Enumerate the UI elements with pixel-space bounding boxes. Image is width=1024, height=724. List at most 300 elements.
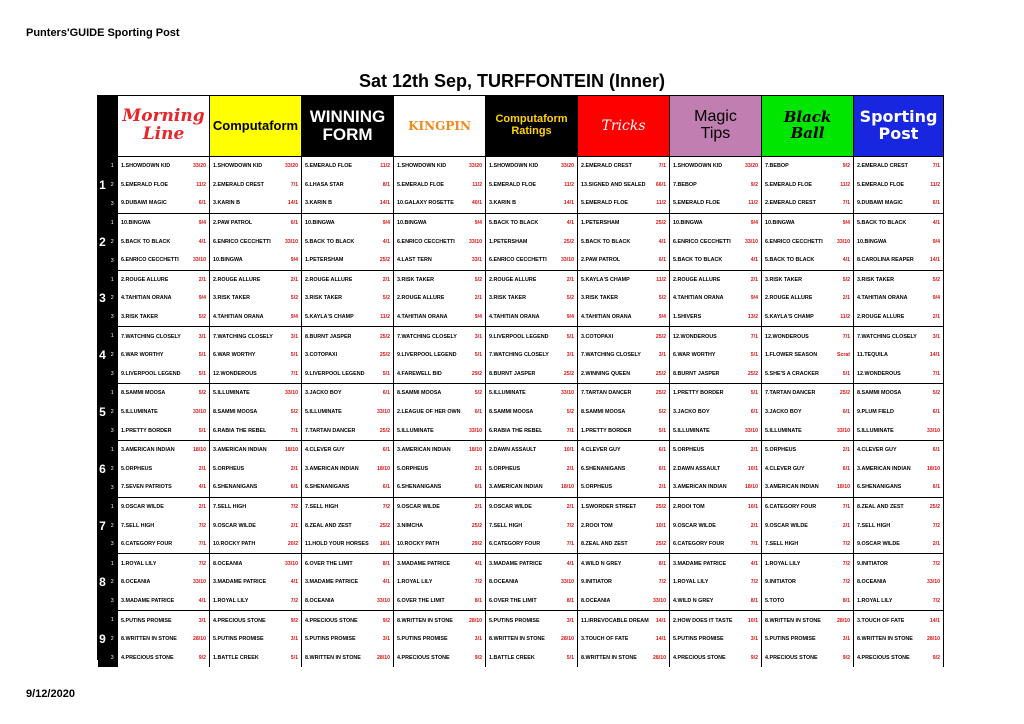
pick-position: 3 <box>108 251 118 270</box>
tip-row <box>98 327 944 346</box>
odds: 7/2 <box>932 560 940 567</box>
tip-cell <box>118 365 210 384</box>
horse-name: 9.OSCAR WILDE <box>857 541 900 548</box>
odds: 11/2 <box>380 314 390 321</box>
column-header-line1: KINGPIN <box>408 118 471 133</box>
tip-cell <box>302 251 394 270</box>
race-number: 5 <box>98 384 108 441</box>
odds: 33/10 <box>561 579 574 586</box>
horse-name: 9.OSCAR WILDE <box>673 522 716 529</box>
pick-position: 3 <box>108 194 118 213</box>
tip-cell <box>302 440 394 459</box>
pick-position: 1 <box>108 270 118 289</box>
tip-cell <box>670 648 762 667</box>
tip-cell <box>578 346 670 365</box>
odds: 4/1 <box>474 560 482 567</box>
horse-name: 4.PRECIOUS STONE <box>673 654 726 661</box>
horse-name: 1.ROYAL LILY <box>397 579 433 586</box>
odds: 9/4 <box>750 295 758 302</box>
tip-cell <box>486 232 578 251</box>
horse-name: 5.ORPHEUS <box>489 465 521 472</box>
tip-cell <box>210 648 302 667</box>
horse-name: 5.ILLUMINATE <box>857 427 894 434</box>
tip-cell <box>118 403 210 422</box>
odds: 11/2 <box>840 181 850 188</box>
tip-cell <box>118 194 210 213</box>
tip-cell <box>578 403 670 422</box>
odds: 33/20 <box>193 163 206 170</box>
horse-name: 8.WRITTEN IN STONE <box>581 654 637 661</box>
odds: 9/2 <box>474 654 482 661</box>
horse-name: 6.ENRICO CECCHETTI <box>765 238 823 245</box>
odds: 7/1 <box>842 200 850 207</box>
race-number: 6 <box>98 440 108 497</box>
horse-name: 10.BINGWA <box>857 238 887 245</box>
tip-cell <box>670 460 762 479</box>
horse-name: 3.COTOPAXI <box>305 352 338 359</box>
tip-cell <box>486 157 578 176</box>
horse-name: 6.CATEGORY FOUR <box>765 503 817 510</box>
tip-cell <box>854 403 944 422</box>
horse-name: 7.WATCHING CLOSELY <box>581 352 641 359</box>
odds: 6/1 <box>932 484 940 491</box>
odds: 9/4 <box>750 220 758 227</box>
horse-name: 1.SHOWDOWN KID <box>121 163 171 170</box>
odds: 4/1 <box>198 238 206 245</box>
tip-cell <box>394 289 486 308</box>
tip-cell <box>762 194 854 213</box>
tip-cell <box>486 194 578 213</box>
odds: 3/1 <box>474 636 482 643</box>
tip-cell <box>210 497 302 516</box>
horse-name: 9.LIVERPOOL LEGEND <box>121 370 181 377</box>
horse-name: 10.ROCKY PATH <box>397 541 440 548</box>
tip-cell <box>394 308 486 327</box>
horse-name: 2.ROUGE ALLURE <box>673 276 721 283</box>
tip-cell <box>302 516 394 535</box>
tip-cell <box>210 194 302 213</box>
tip-row <box>98 478 944 497</box>
tip-cell <box>486 403 578 422</box>
column-header <box>302 96 394 157</box>
horse-name: 4.CLEVER GUY <box>305 447 345 454</box>
tip-cell <box>486 592 578 611</box>
tip-row <box>98 213 944 232</box>
horse-name: 13.SIGNED AND SEALED <box>581 181 646 188</box>
tip-cell <box>210 630 302 649</box>
horse-name: 6.ENRICO CECCHETTI <box>397 238 455 245</box>
horse-name: 9.OSCAR WILDE <box>121 503 164 510</box>
odds: 8/1 <box>750 597 758 604</box>
column-header-line2: Ratings <box>511 125 552 137</box>
horse-name: 3.MADAME PATRICE <box>305 579 359 586</box>
odds: 5/2 <box>382 295 390 302</box>
odds: 9/2 <box>290 617 298 624</box>
horse-name: 5.ILLUMINATE <box>397 427 434 434</box>
horse-name: 2.ROUGE ALLURE <box>765 295 813 302</box>
tip-cell <box>762 648 854 667</box>
horse-name: 7.TARTAN DANCER <box>305 427 356 434</box>
tip-row <box>98 308 944 327</box>
odds: 3/1 <box>566 617 574 624</box>
horse-name: 5.EMERALD FLOE <box>673 200 721 207</box>
tip-cell <box>670 270 762 289</box>
odds: 2/1 <box>658 484 666 491</box>
tip-cell <box>670 403 762 422</box>
odds: 28/10 <box>653 654 666 661</box>
tip-cell <box>302 194 394 213</box>
tip-cell <box>394 157 486 176</box>
tip-cell <box>302 648 394 667</box>
column-header <box>578 96 670 157</box>
horse-name: 6.SHENANIGANS <box>397 484 442 491</box>
odds: 25/2 <box>379 333 390 340</box>
tip-cell <box>394 440 486 459</box>
odds: 5/1 <box>290 352 298 359</box>
tip-cell <box>670 478 762 497</box>
tip-cell <box>670 554 762 573</box>
tip-row <box>98 497 944 516</box>
tip-cell <box>854 421 944 440</box>
tip-cell <box>118 384 210 403</box>
odds: 9/4 <box>932 238 940 245</box>
tip-cell <box>578 630 670 649</box>
horse-name: 6.ENRICO CECCHETTI <box>121 257 179 264</box>
horse-name: 3.KARIN B <box>305 200 332 207</box>
odds: 10/1 <box>747 617 758 624</box>
horse-name: 8.CAROLINA REAPER <box>857 257 914 264</box>
horse-name: 6.SHENANIGANS <box>213 484 258 491</box>
horse-name: 3.TOUCH OF FATE <box>857 617 905 624</box>
horse-name: 1.ROYAL LILY <box>121 560 157 567</box>
tip-row <box>98 516 944 535</box>
tip-cell <box>762 478 854 497</box>
tip-cell <box>394 270 486 289</box>
odds: 6/1 <box>932 409 940 416</box>
tip-cell <box>854 592 944 611</box>
odds: 8/1 <box>382 560 390 567</box>
horse-name: 2.ROOI TOM <box>673 503 705 510</box>
odds: 25/2 <box>379 522 390 529</box>
horse-name: 7.SELL HIGH <box>121 522 155 529</box>
pick-position: 1 <box>108 611 118 630</box>
horse-name: 4.PRECIOUS STONE <box>305 617 358 624</box>
pick-position: 3 <box>108 592 118 611</box>
horse-name: 5.ILLUMINATE <box>673 427 710 434</box>
horse-name: 12.WONDEROUS <box>765 333 809 340</box>
odds: 2/1 <box>842 447 850 454</box>
odds: 5/2 <box>842 276 850 283</box>
horse-name: 5.BACK TO BLACK <box>765 257 815 264</box>
tip-row <box>98 630 944 649</box>
tip-cell <box>486 611 578 630</box>
horse-name: 4.PRECIOUS STONE <box>857 654 910 661</box>
odds: 7/1 <box>290 181 298 188</box>
tip-cell <box>210 365 302 384</box>
horse-name: 6.CATEGORY FOUR <box>489 541 541 548</box>
odds: 25/2 <box>563 370 574 377</box>
tip-row <box>98 460 944 479</box>
horse-name: 2.PAW PATROL <box>581 257 621 264</box>
horse-name: 5.TOTO <box>765 597 785 604</box>
horse-name: 6.CATEGORY FOUR <box>121 541 173 548</box>
tip-row <box>98 232 944 251</box>
horse-name: 2.DAWN ASSAULT <box>489 447 537 454</box>
odds: 33/10 <box>927 579 940 586</box>
horse-name: 5.PUTINS PROMISE <box>213 636 264 643</box>
horse-name: 5.BACK TO BLACK <box>121 238 171 245</box>
odds: 6/1 <box>658 447 666 454</box>
horse-name: 8.BURNT JASPER <box>305 333 352 340</box>
tip-cell <box>118 630 210 649</box>
tip-row <box>98 648 944 667</box>
odds: 28/10 <box>469 617 482 624</box>
horse-name: 5.KAYLA'S CHAMP <box>581 276 630 283</box>
tip-cell <box>578 497 670 516</box>
odds: 4/1 <box>750 257 758 264</box>
race-number: 9 <box>98 611 108 667</box>
odds: 2/1 <box>474 295 482 302</box>
tip-cell <box>762 611 854 630</box>
odds: 5/2 <box>932 390 940 397</box>
odds: 9/2 <box>842 163 850 170</box>
tip-cell <box>394 346 486 365</box>
tip-row <box>98 157 944 176</box>
tip-cell <box>670 421 762 440</box>
horse-name: 1.PRETTY BORDER <box>581 427 632 434</box>
tip-cell <box>486 497 578 516</box>
odds: 5/2 <box>198 314 206 321</box>
horse-name: 9.OSCAR WILDE <box>213 522 256 529</box>
tip-cell <box>394 554 486 573</box>
tip-cell <box>578 232 670 251</box>
tip-cell <box>578 421 670 440</box>
horse-name: 9.OSCAR WILDE <box>489 503 532 510</box>
odds: 8/1 <box>382 181 390 188</box>
odds: 25/2 <box>655 333 666 340</box>
tip-cell <box>854 384 944 403</box>
odds: 25/2 <box>655 541 666 548</box>
odds: 4/1 <box>932 220 940 227</box>
odds: 33/10 <box>193 409 206 416</box>
odds: 28/10 <box>561 636 574 643</box>
odds: 2/1 <box>290 465 298 472</box>
horse-name: 5.ORPHEUS <box>397 465 429 472</box>
tips-table <box>97 95 944 667</box>
tip-cell <box>302 611 394 630</box>
tip-cell <box>854 497 944 516</box>
odds: 9/2 <box>842 654 850 661</box>
odds: 20/2 <box>287 541 298 548</box>
odds: 4/1 <box>290 579 298 586</box>
tip-cell <box>210 384 302 403</box>
odds: 7/1 <box>198 541 206 548</box>
odds: 5/1 <box>842 370 850 377</box>
odds: 6/1 <box>842 465 850 472</box>
horse-name: 5.EMERALD FLOE <box>489 181 537 188</box>
tip-cell <box>578 194 670 213</box>
tip-cell <box>394 535 486 554</box>
horse-name: 6.ENRICO CECCHETTI <box>489 257 547 264</box>
tip-cell <box>394 630 486 649</box>
horse-name: 11.TEQUILA <box>857 352 888 359</box>
odds: 6/1 <box>382 484 390 491</box>
odds: 4/1 <box>566 220 574 227</box>
odds: 33/10 <box>837 238 850 245</box>
tip-cell <box>486 554 578 573</box>
horse-name: 8.WRITTEN IN STONE <box>121 636 177 643</box>
horse-name: 7.SELL HIGH <box>213 503 247 510</box>
odds: 3/1 <box>932 333 940 340</box>
horse-name: 5.PUTINS PROMISE <box>121 617 172 624</box>
horse-name: 3.AMERICAN INDIAN <box>765 484 819 491</box>
odds: 2/1 <box>290 276 298 283</box>
horse-name: 5.SHE'S A CRACKER <box>765 370 819 377</box>
odds: 7/1 <box>842 503 850 510</box>
column-header-line1: Computaform <box>212 118 299 134</box>
odds: 5/1 <box>474 352 482 359</box>
horse-name: 7.WATCHING CLOSELY <box>857 333 917 340</box>
odds: 33/20 <box>745 163 758 170</box>
pick-position: 3 <box>108 421 118 440</box>
horse-name: 8.SAMMI MOOSA <box>213 409 258 416</box>
odds: 3/1 <box>658 352 666 359</box>
tip-cell <box>118 460 210 479</box>
page-title: Sat 12th Sep, TURFFONTEIN (Inner) <box>358 71 666 91</box>
tip-cell <box>302 535 394 554</box>
odds: 2/1 <box>198 276 206 283</box>
tip-cell <box>762 251 854 270</box>
horse-name: 2.ROOI TOM <box>581 522 613 529</box>
odds: 9/4 <box>566 314 574 321</box>
odds: 7/2 <box>932 522 940 529</box>
odds: 4/1 <box>566 560 574 567</box>
tip-cell <box>486 251 578 270</box>
tip-cell <box>210 403 302 422</box>
odds: 2/1 <box>290 522 298 529</box>
pick-position: 3 <box>108 478 118 497</box>
horse-name: 7.TARTAN DANCER <box>765 390 816 397</box>
horse-name: 3.TOUCH OF FATE <box>581 636 629 643</box>
odds: 14/1 <box>563 200 574 207</box>
tip-cell <box>670 384 762 403</box>
tip-cell <box>486 440 578 459</box>
horse-name: 12.WONDEROUS <box>213 370 257 377</box>
odds: 7/2 <box>474 579 482 586</box>
horse-name: 3.AMERICAN INDIAN <box>121 447 175 454</box>
horse-name: 6.OVER THE LIMIT <box>489 597 537 604</box>
horse-name: 8.SAMMI MOOSA <box>489 409 534 416</box>
pick-position: 3 <box>108 365 118 384</box>
tip-cell <box>854 213 944 232</box>
tip-cell <box>762 554 854 573</box>
tip-cell <box>302 630 394 649</box>
tip-cell <box>670 497 762 516</box>
horse-name: 6.WAR WORTHY <box>121 352 164 359</box>
tip-cell <box>854 289 944 308</box>
horse-name: 5.ORPHEUS <box>121 465 153 472</box>
column-header <box>210 96 302 157</box>
tip-cell <box>854 194 944 213</box>
horse-name: 3.RISK TAKER <box>489 295 527 302</box>
horse-name: 3.AMERICAN INDIAN <box>857 465 911 472</box>
tip-cell <box>394 327 486 346</box>
odds: 33/1 <box>471 257 482 264</box>
odds: 2/1 <box>750 522 758 529</box>
tip-cell <box>394 611 486 630</box>
pick-position: 1 <box>108 384 118 403</box>
tip-row <box>98 403 944 422</box>
horse-name: 7.SEVEN PATRIOTS <box>121 484 172 491</box>
odds: 33/10 <box>927 427 940 434</box>
horse-name: 8.WRITTEN IN STONE <box>857 636 913 643</box>
odds: 25/2 <box>379 427 390 434</box>
tip-cell <box>578 384 670 403</box>
odds: 6/1 <box>932 200 940 207</box>
odds: 6/1 <box>198 200 206 207</box>
horse-name: 9.INITIATOR <box>765 579 796 586</box>
tip-cell <box>854 648 944 667</box>
pick-position: 2 <box>108 346 118 365</box>
column-header-line2: Tips <box>700 125 731 142</box>
odds: 9/2 <box>198 654 206 661</box>
tip-cell <box>302 213 394 232</box>
odds: 5/1 <box>290 654 298 661</box>
tip-cell <box>670 251 762 270</box>
tip-cell <box>578 440 670 459</box>
race-number: 2 <box>98 213 108 270</box>
odds: 14/1 <box>929 617 940 624</box>
tip-cell <box>302 478 394 497</box>
odds: 2/1 <box>382 276 390 283</box>
tip-cell <box>854 440 944 459</box>
odds: 14/1 <box>655 636 666 643</box>
horse-name: 3.AMERICAN INDIAN <box>489 484 543 491</box>
odds: 25/2 <box>563 238 574 245</box>
tip-cell <box>394 497 486 516</box>
tip-cell <box>302 497 394 516</box>
horse-name: 10.BINGWA <box>765 220 795 227</box>
odds: 5/2 <box>658 295 666 302</box>
tip-cell <box>762 440 854 459</box>
odds: 33/20 <box>469 163 482 170</box>
tip-cell <box>394 478 486 497</box>
horse-name: 6.OVER THE LIMIT <box>305 560 353 567</box>
odds: 7/1 <box>932 370 940 377</box>
horse-name: 1.PETERSHAM <box>581 220 620 227</box>
tip-cell <box>854 516 944 535</box>
odds: 33/10 <box>285 560 298 567</box>
tip-cell <box>762 213 854 232</box>
odds: 5/2 <box>198 390 206 397</box>
odds: 33/10 <box>377 597 390 604</box>
odds: 6/1 <box>932 447 940 454</box>
tip-cell <box>394 384 486 403</box>
tip-cell <box>302 403 394 422</box>
horse-name: 6.CATEGORY FOUR <box>673 541 725 548</box>
tip-cell <box>210 573 302 592</box>
horse-name: 4.PRECIOUS STONE <box>765 654 818 661</box>
odds: 10/1 <box>747 465 758 472</box>
odds: 29/2 <box>471 541 482 548</box>
horse-name: 3.RISK TAKER <box>305 295 343 302</box>
tip-row <box>98 611 944 630</box>
tip-cell <box>118 270 210 289</box>
odds: 3/1 <box>474 333 482 340</box>
odds: 2/1 <box>566 276 574 283</box>
odds: 7/2 <box>932 597 940 604</box>
tip-cell <box>302 460 394 479</box>
